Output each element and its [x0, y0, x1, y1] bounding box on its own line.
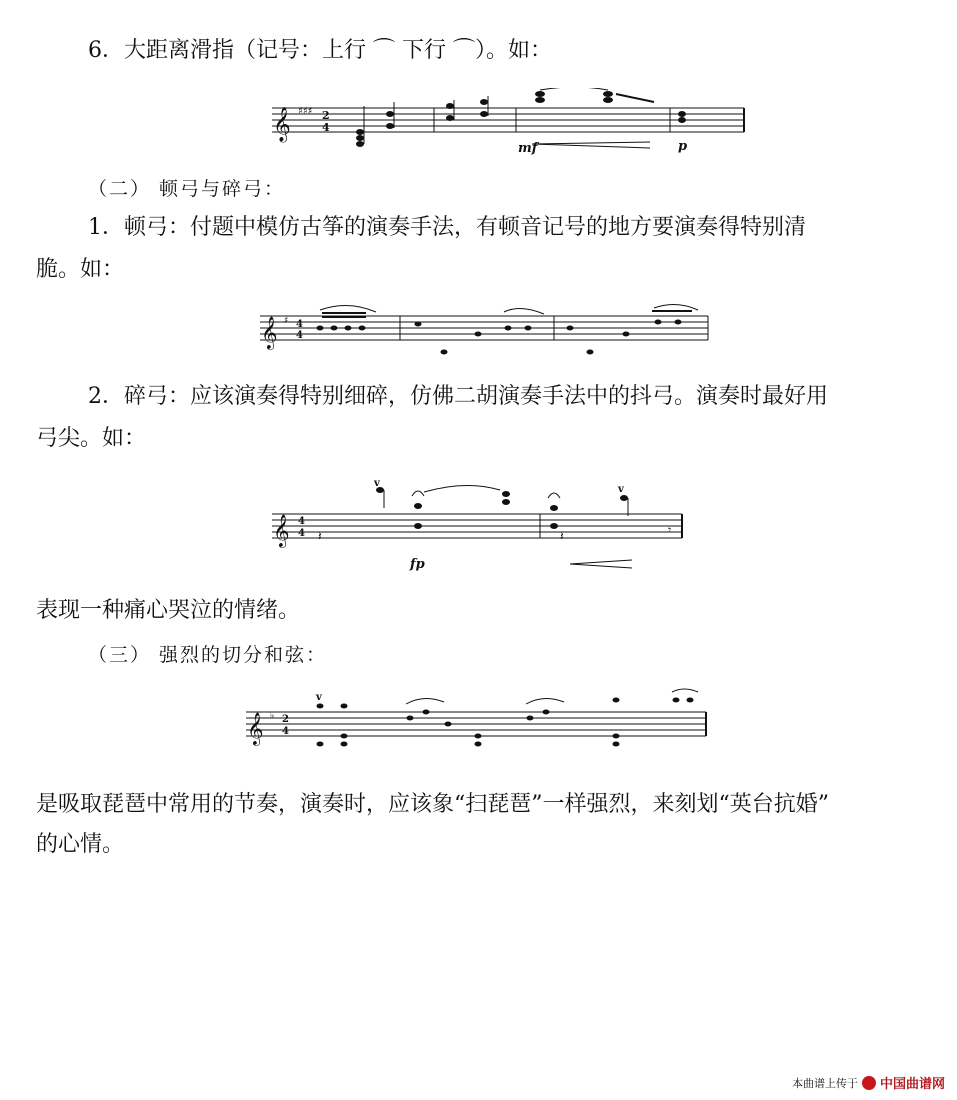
svg-text:4: 4 [296, 330, 303, 341]
item1-text-line1: 1．顿弓：付题中模仿古筝的演奏手法，有顿音记号的地方要演奏得特别清 [88, 215, 806, 240]
site-logo-icon [862, 1076, 876, 1090]
svg-text:4: 4 [322, 121, 330, 134]
svg-text:♭: ♭ [270, 711, 275, 721]
svg-text:4: 4 [296, 319, 303, 330]
upload-text: 本曲谱上传于 [791, 1076, 858, 1090]
svg-text:4: 4 [298, 528, 305, 539]
music-example-glissando [270, 88, 750, 160]
svg-text:v: v [618, 484, 624, 495]
svg-text:𝄽: 𝄽 [560, 529, 564, 543]
upload-watermark [792, 1073, 945, 1092]
svg-text:4: 4 [282, 726, 289, 737]
pipa-text-line2: 的心情。 [36, 832, 125, 857]
dynamic-fp: fp [410, 557, 425, 572]
item2-text-line1: 2．碎弓：应该演奏得特别细碎，仿佛二胡演奏手法中的抖弓。演奏时最好用 [88, 384, 828, 409]
svg-text:𝄞: 𝄞 [273, 514, 290, 547]
music-example-syncopated [244, 686, 714, 764]
emotion-text: 表现一种痛心哭泣的情绪。 [36, 598, 301, 623]
svg-text:2: 2 [282, 714, 289, 725]
item6-text: 6．大距离滑指（记号：上行 ⌒ 下行 ⌒）。如： [88, 38, 552, 63]
svg-text:v: v [316, 692, 322, 703]
svg-text:v: v [374, 478, 380, 489]
svg-text:𝄞: 𝄞 [247, 712, 264, 745]
svg-text:4: 4 [298, 516, 305, 527]
svg-text:𝄾: 𝄾 [668, 523, 672, 537]
pipa-text-line1: 是吸取琵琶中常用的节奏，演奏时，应该象“扫琵琶”一样强烈，来刻划“英台抗婚” [36, 792, 829, 817]
item1-text-line2: 脆。如： [36, 257, 125, 282]
svg-text:𝄽: 𝄽 [318, 529, 322, 543]
music-example-staccato [258, 302, 713, 364]
svg-text:♯: ♯ [284, 316, 289, 326]
heading-staccato-tremolo: （二） 顿弓与碎弓： [88, 178, 286, 200]
svg-text:♯♯♯: ♯♯♯ [298, 106, 313, 117]
dynamic-mf: mf [518, 141, 538, 156]
site-name: 中国曲谱网 [879, 1077, 945, 1092]
item2-text-line2: 弓尖。如： [36, 426, 147, 451]
svg-text:𝄞: 𝄞 [261, 316, 278, 349]
heading-syncopated-chords: （三） 强烈的切分和弦： [88, 644, 328, 666]
svg-text:𝄞: 𝄞 [273, 107, 291, 142]
dynamic-p: p [678, 139, 688, 154]
svg-text:2: 2 [322, 109, 330, 122]
music-example-tremolo [270, 478, 690, 572]
